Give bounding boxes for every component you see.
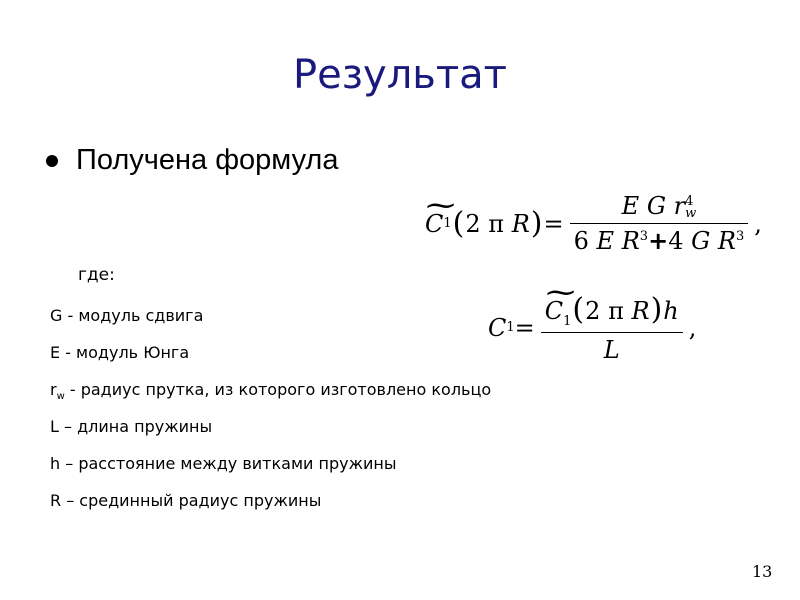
formula-1-pi: π	[488, 209, 505, 238]
formula-2	[488, 292, 696, 364]
page-number: 13	[752, 562, 773, 581]
formula-1-comma: ,	[754, 209, 762, 238]
formula-1-c-tilde: ~ C	[425, 210, 443, 238]
formula-1-c-sub: 1	[443, 216, 452, 231]
definition-h: h – расстояние между витками пружины	[50, 454, 397, 473]
formula-1	[425, 192, 762, 255]
definition-g: G - модуль сдвига	[50, 306, 204, 325]
formula-1-rparen: )	[530, 206, 543, 241]
definitions-list	[50, 305, 491, 527]
formula-2-comma: ,	[688, 313, 697, 342]
formula-1-fraction	[570, 192, 749, 255]
formula-2-equals: =	[514, 313, 535, 342]
formula-2-numerator: ~ $C_1(2$ π R)h	[541, 292, 683, 332]
formula-2-c-sub: 1	[506, 320, 515, 336]
definition-r: R – срединный радиус пружины	[50, 491, 322, 510]
bullet-text: Получена формула	[76, 144, 339, 176]
formula-1-lparen: (	[452, 206, 465, 241]
bullet-item	[46, 144, 339, 177]
slide-title: Результат	[293, 52, 507, 98]
definition-l: L – длина пружины	[50, 417, 213, 436]
definition-rw: $r_w$ - радиус прутка, из которого изготовлено кольцо	[50, 380, 492, 403]
formula-1-denominator: 6 E $R^3+4$ G $R^3$	[570, 223, 749, 255]
definition-e: E - модуль Юнга	[50, 343, 190, 362]
formula-1-two: 2	[465, 209, 481, 238]
formula-2-denominator: L	[541, 332, 683, 364]
formula-1-r: R	[511, 209, 530, 238]
formula-1-equals: =	[543, 209, 564, 238]
formula-2-fraction	[541, 292, 683, 364]
formula-1-numerator: E G r 4 w	[621, 192, 697, 221]
bullet-dot-icon	[46, 155, 58, 167]
formula-2-c: C	[488, 313, 507, 342]
where-label: где:	[78, 265, 115, 285]
